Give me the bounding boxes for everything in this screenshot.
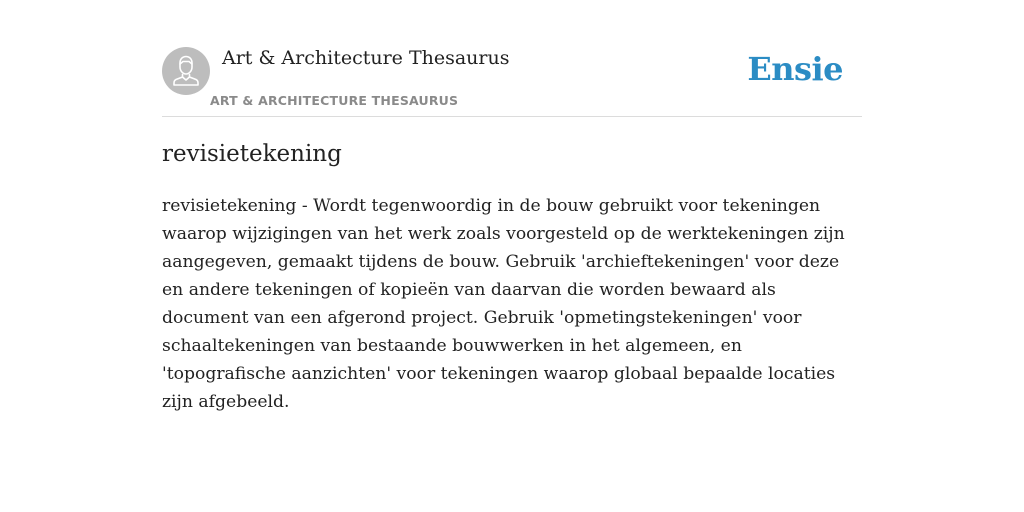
definition-text: revisietekening - Wordt tegenwoordig in de bouw gebruikt voor tekeningen waarop wijzigingen van het werk zoals voorgesteld op de werktekeningen zijn aangegeven, gemaakt tijdens de bouw. Gebruik 'archieftekeningen' voor deze en andere tekeningen of kopieën van daarvan die worden bewaard als document van een afgerond project. Gebruik 'opmetingstekeningen' voor schaaltekeningen van bestaande bouwwerken in het algemeen, en 'topografische aanzichten' voor tekeningen waarop globaal bepaalde locaties zijn afgebeeld. [162,196,845,412]
user-placeholder-icon [162,47,210,95]
source-avatar[interactable] [162,47,210,95]
source-header [162,0,862,117]
ensie-logo[interactable]: Ensie [747,50,843,88]
page-container [162,0,862,512]
source-title[interactable]: Art & Architecture Thesaurus [222,47,510,69]
term-title: revisietekening [162,141,342,167]
source-subtitle: ART & ARCHITECTURE THESAURUS [210,93,459,108]
